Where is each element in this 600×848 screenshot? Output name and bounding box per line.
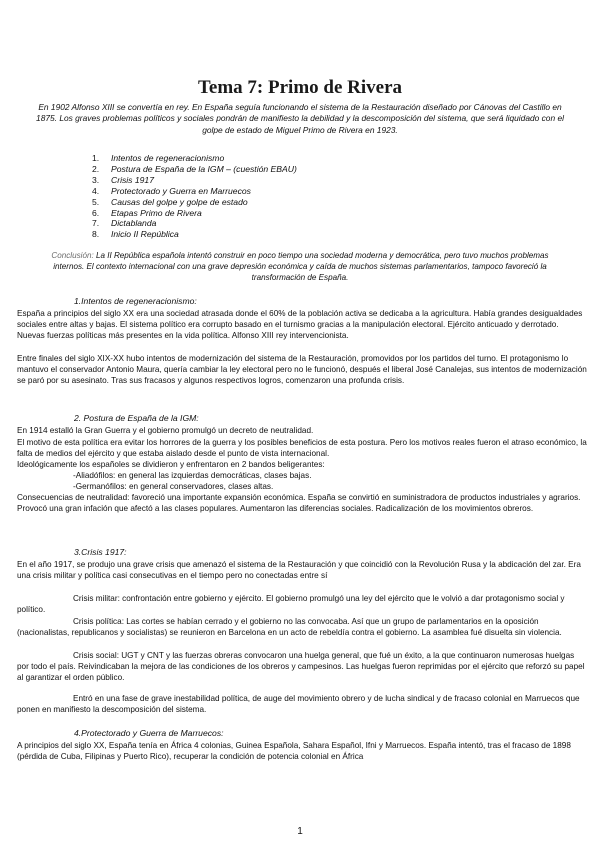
bullet-aliadofilos: -Aliadófilos: en general las izquierdas democráticas, clases bajas. [73, 471, 312, 480]
section-2-paragraph: El motivo de esta política era evitar los horrores de la guerra y los posibles beneficios de esta postura. Pero los motivos reales fueron el atraso económico, la falta de medios del ejército y que estaba aislado desde el punto de vista internacional. [17, 438, 587, 459]
section-3-closing: Entró en una fase de grave inestabilidad política, de auge del movimiento obrero y de lucha sindical y de fracaso colonial en Marruecos que ponen en manifiesto la descomposición del sistema. [17, 694, 580, 715]
section-3-heading: 3.Crisis 1917: [74, 547, 127, 557]
toc-item: 3. Crisis 1917 [92, 174, 154, 185]
crisis-social-label: Crisis social [73, 651, 117, 660]
section-3-paragraph: En el año 1917, se produjo una grave crisis que amenazó el sistema de la Restauración y que coincidió con la Revolución Rusa y la abdicación del zar. Era una crisis militar y política casi consecutivas en el tiempo pero no conectadas entre sí [17, 560, 581, 581]
section-1-heading: 1.Intentos de regeneracionismo: [74, 296, 197, 306]
crisis-militar-paragraph: Crisis militar: confrontación entre gobierno y ejército. El gobierno promulgó una ley del ejército que le volvió a dar protagonismo social y político. [17, 594, 565, 615]
page-title: Tema 7: Primo de Rivera [197, 77, 403, 98]
conclusion-paragraph [44, 251, 556, 283]
toc-item: 6. Etapas Primo de Rivera [92, 207, 202, 218]
section-4-heading: 4.Protectorado y Guerra de Marruecos: [74, 728, 224, 738]
crisis-politica-label: Crisis política [73, 617, 122, 626]
toc-item: 4. Protectorado y Guerra en Marruecos [92, 185, 251, 196]
toc-item: 8. Inicio II República [92, 229, 179, 240]
crisis-social-paragraph: Crisis social: UGT y CNT y las fuerzas obreras convocaron una huelga general, que fué un éxito, a la que continuaron numerosas huelgas por todo el país. Reivindicaban la mejora de las condiciones de los obreros y campesinos. Las huelgas fueron reprimidas por el ejército que reforzó su papel al garantizar el orden público. [17, 651, 585, 683]
toc-item: 5. Causas del golpe y golpe de estado [92, 196, 248, 207]
section-2-paragraph: En 1914 estalló la Gran Guerra y el gobierno promulgó un decreto de neutralidad. [17, 426, 314, 435]
section-2-heading: 2. Postura de España de la IGM: [74, 413, 199, 423]
intro-paragraph: En 1902 Alfonso XIII se convertía en rey. En España seguía funcionando el sistema de la Restauración diseñado por Cánovas del Castillo en 1875. Los graves problemas políticos y sociales pondrán de manifiesto la debilidad y la descomposición del sistema, que será liquidado con el golpe de estado de Miguel Primo de Rivera en 1923. [36, 102, 564, 135]
conclusion-text: La II República española intentó construir en poco tiempo una sociedad moderna y democrática, pero tuvo muchos problemas internos. El contexto internacional con una grave depresión económica y caída de muchos sistemas parlamentarios, tampoco favoreció la transformación de España. [53, 251, 549, 282]
section-1-paragraph: España a principios del siglo XX era una sociedad atrasada donde el 60% de la población activa se dedicaba a la agricultura. Había grandes desigualdades sociales entre altas y bajas. El sistema político era corrupto basado en el turnismo gracias a la manipulación electoral. Ejército anticuado y derrotado. Nuevas fuerzas políticas más presentes en la vida política. Alfonso XIII rey intervencionista. [17, 309, 583, 341]
table-of-contents [92, 153, 297, 240]
bullet-germanofilos: -Germanófilos: en general conservadores, clases altas. [73, 482, 274, 491]
crisis-militar-label: Crisis militar [73, 594, 118, 603]
section-2-paragraph: Ideológicamente los españoles se dividieron y enfrentaron en 2 bandos beligerantes: [17, 460, 325, 469]
section-1-paragraph: Entre finales del siglo XIX-XX hubo intentos de modernización del sistema de la Restauración, promovidos por los partidos del turno. El protagonismo lo mantuvo el conservador Antonio Maura, quería cambiar la ley electoral pero no le funcionó, después el liberal José Canalejas, sus intentos de modernización se paró por su asesinato. Tras sus fracasos y algunos respectivos logros, comenzaron una profunda crisis. [17, 354, 587, 386]
crisis-politica-paragraph: Crisis política: Las cortes se habían cerrado y el gobierno no las convocaba. Así que un grupo de parlamentarios en la oposición (nacionalistas, republicanos y socialistas) se reunieron en Barcelona en un acto de rebeldía contra el gobierno. La asamblea fué disuelta sin violencia. [17, 617, 562, 638]
toc-item: 7. Dictablanda [92, 218, 157, 229]
toc-item: 2. Postura de España de la IGM – (cuestión EBAU) [92, 163, 297, 174]
section-2-paragraph: Consecuencias de neutralidad: favoreció una importante expansión económica. España se convirtió en suministradora de productos industriales y agrarios. Provocó una gran infación que afectó a las clases populares. Aumentaron las diferencias sociales. Radicalización de los movimientos obreros. [17, 493, 581, 514]
page-number: 1 [297, 826, 303, 837]
section-4-paragraph: A principios del siglo XX, España tenía en África 4 colonias, Guinea Española, Sahara Español, Ifni y Marruecos. España intentó, tras el fracaso de 1898 (pérdida de Cuba, Filipinas y Puerto Rico), recuperar la condición de potencia colonial en África [17, 741, 571, 762]
toc-item: 1. Intentos de regeneracionismo [92, 153, 225, 163]
conclusion-label: Conclusión: [51, 251, 94, 260]
